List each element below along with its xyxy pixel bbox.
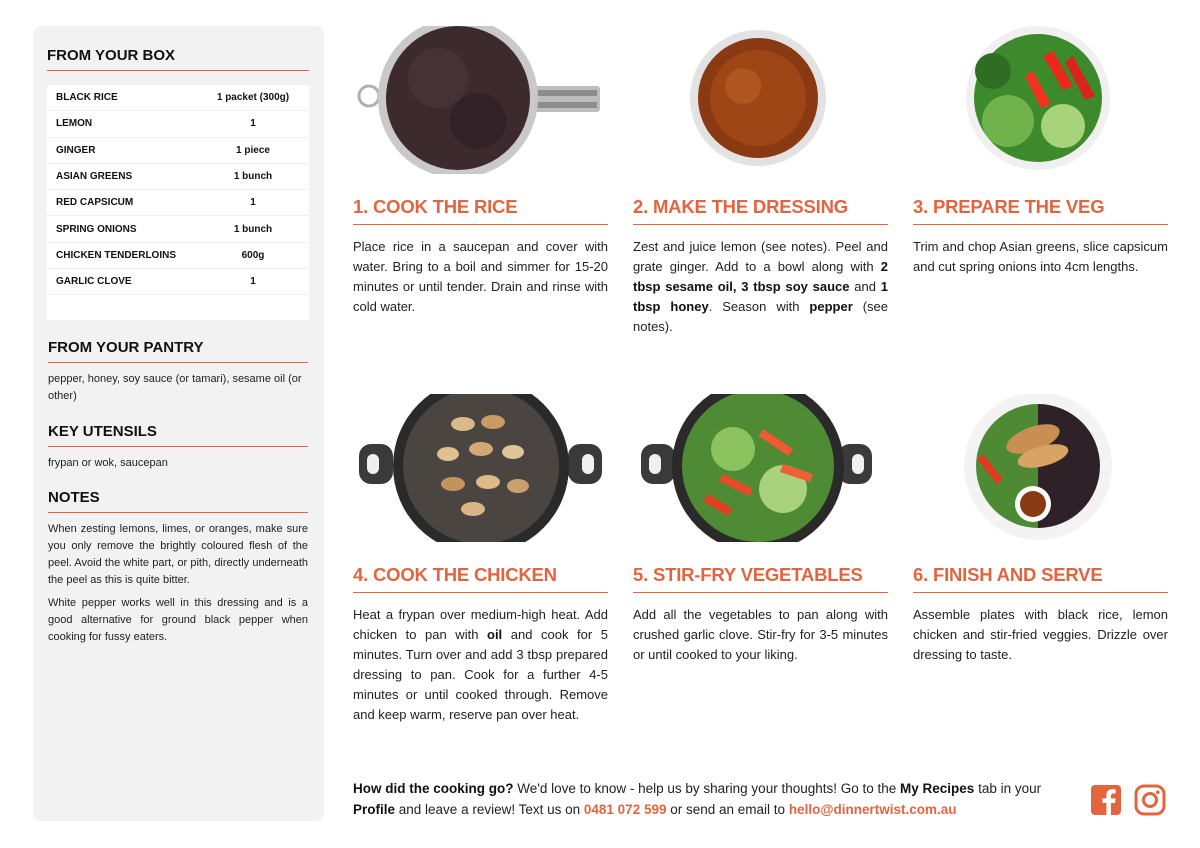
ingredient-qty: 1 (250, 276, 256, 288)
phone-number-link[interactable]: 0481 072 599 (583, 802, 667, 817)
step-1-title: 1. COOK THE RICE (353, 196, 608, 225)
notes-title: NOTES (48, 489, 308, 513)
ingredient-qty: 600g (241, 249, 265, 261)
step-3-text: Trim and chop Asian greens, slice capsicum and cut spring onions into 4cm lengths. (913, 239, 1168, 274)
ingredient-name: LEMON (56, 118, 93, 130)
notes-paragraph: White pepper works well in this dressing and is a good alternative for ground black pepper when cooking for fussy eaters. (48, 597, 308, 643)
step-4-bold: oil (487, 627, 503, 642)
step-4-title: 4. COOK THE CHICKEN (353, 564, 608, 593)
step-1 (353, 26, 608, 317)
footer-text: We'd love to know - help us by sharing your thoughts! Go to the (513, 781, 901, 796)
ingredient-row (47, 85, 309, 111)
ingredients-table (47, 85, 309, 320)
notes-text (48, 521, 308, 646)
step-6-title: 6. FINISH AND SERVE (913, 564, 1168, 593)
ingredient-row (47, 190, 309, 216)
ingredient-row (47, 164, 309, 190)
ingredient-name: GINGER (56, 144, 96, 156)
email-link[interactable]: hello@dinnertwist.com.au (788, 802, 957, 817)
step-6-text: Assemble plates with black rice, lemon chicken and stir-fried veggies. Drizzle over dressing to taste. (913, 607, 1168, 662)
step-5 (633, 394, 888, 665)
step-4-text (353, 605, 608, 725)
pantry-text: pepper, honey, soy sauce (or tamari), sesame oil (or other) (48, 373, 302, 402)
ingredient-qty: 1 (250, 197, 256, 209)
ingredient-row (47, 111, 309, 137)
step-4 (353, 394, 608, 725)
ingredient-qty: 1 (250, 118, 256, 130)
facebook-icon[interactable] (1090, 784, 1122, 816)
step-2-bold: 2 tbsp sesame oil, 3 tbsp soy sauce (633, 259, 888, 294)
utensils-title: KEY UTENSILS (48, 423, 308, 447)
step-4-text-part: and cook for 5 minutes. Turn over and add 3 tbsp prepared dressing to pan. Cook for a further 4-5 minutes or until cooked through. Remove and keep warm, reserve pan over heat. (353, 627, 608, 722)
step-2 (633, 26, 888, 337)
ingredient-name: SPRING ONIONS (56, 223, 137, 235)
ingredient-name: ASIAN GREENS (56, 171, 133, 183)
profile-link[interactable]: Profile (353, 802, 396, 817)
instagram-icon[interactable] (1134, 784, 1166, 816)
from-your-box-title: FROM YOUR BOX (47, 47, 309, 71)
footer-bold: How did the cooking go? (353, 781, 514, 796)
step-3 (913, 26, 1168, 277)
footer-text: and leave a review! Text us on (395, 802, 584, 817)
ingredient-qty: 1 bunch (233, 223, 273, 235)
step-5-text: Add all the vegetables to pan along with crushed garlic clove. Stir-fry for 3-5 minutes or until cooked to your liking. (633, 607, 888, 662)
pantry-section (48, 339, 308, 405)
stir-fry-photo (633, 394, 888, 542)
ingredient-qty: 1 bunch (233, 171, 273, 183)
step-2-text (633, 237, 888, 337)
black-rice-pot-photo (353, 26, 608, 174)
utensils-section (48, 423, 308, 472)
step-2-bold: pepper (809, 299, 853, 314)
utensils-text: frypan or wok, saucepan (48, 457, 168, 469)
step-2-text-part: (see notes). (633, 299, 889, 334)
ingredient-row (47, 243, 309, 269)
ingredient-qty: 1 piece (236, 144, 270, 156)
step-2-text-part: . Season with (708, 299, 810, 314)
my-recipes-link[interactable]: My Recipes (900, 781, 975, 796)
step-2-text-part: and (849, 279, 881, 294)
pantry-title: FROM YOUR PANTRY (48, 339, 308, 363)
step-2-text-part: Zest and juice lemon (see notes). Peel and grate ginger. Add to a bowl along with (633, 239, 888, 274)
dressing-bowl-photo (633, 26, 888, 174)
step-3-title: 3. PREPARE THE VEG (913, 196, 1168, 225)
step-2-bold: 1 tbsp honey (633, 279, 888, 314)
step-4-text-part: Heat a frypan over medium-high heat. Add chicken to pan with (353, 607, 608, 642)
ingredient-row (47, 216, 309, 242)
step-5-title: 5. STIR-FRY VEGETABLES (633, 564, 888, 593)
ingredient-name: RED CAPSICUM (56, 197, 134, 209)
plated-dish-photo (913, 394, 1168, 542)
step-6 (913, 394, 1168, 665)
ingredient-name: CHICKEN TENDERLOINS (56, 249, 177, 261)
ingredient-name: GARLIC CLOVE (56, 276, 132, 288)
ingredient-name: BLACK RICE (56, 92, 118, 104)
chopped-veg-photo (913, 26, 1168, 174)
notes-paragraph: When zesting lemons, limes, or oranges, make sure you only remove the brightly coloured flesh of the peel. Avoid the white part, or pith, directly underneath the peel as this is quite bitter. (48, 523, 308, 586)
step-2-title: 2. MAKE THE DRESSING (633, 196, 888, 225)
chicken-frypan-photo (353, 394, 608, 542)
ingredient-row (47, 269, 309, 295)
ingredient-qty: 1 packet (300g) (216, 92, 290, 104)
ingredient-row (47, 138, 309, 164)
feedback-footer (353, 778, 1073, 820)
footer-text: or send an email to (666, 802, 789, 817)
footer-text: tab in your (974, 781, 1042, 796)
step-1-text: Place rice in a saucepan and cover with water. Bring to a boil and simmer for 15-20 minutes or until tender. Drain and rinse with cold water. (353, 239, 608, 314)
notes-section (48, 489, 308, 646)
ingredients-sidebar (33, 26, 324, 821)
